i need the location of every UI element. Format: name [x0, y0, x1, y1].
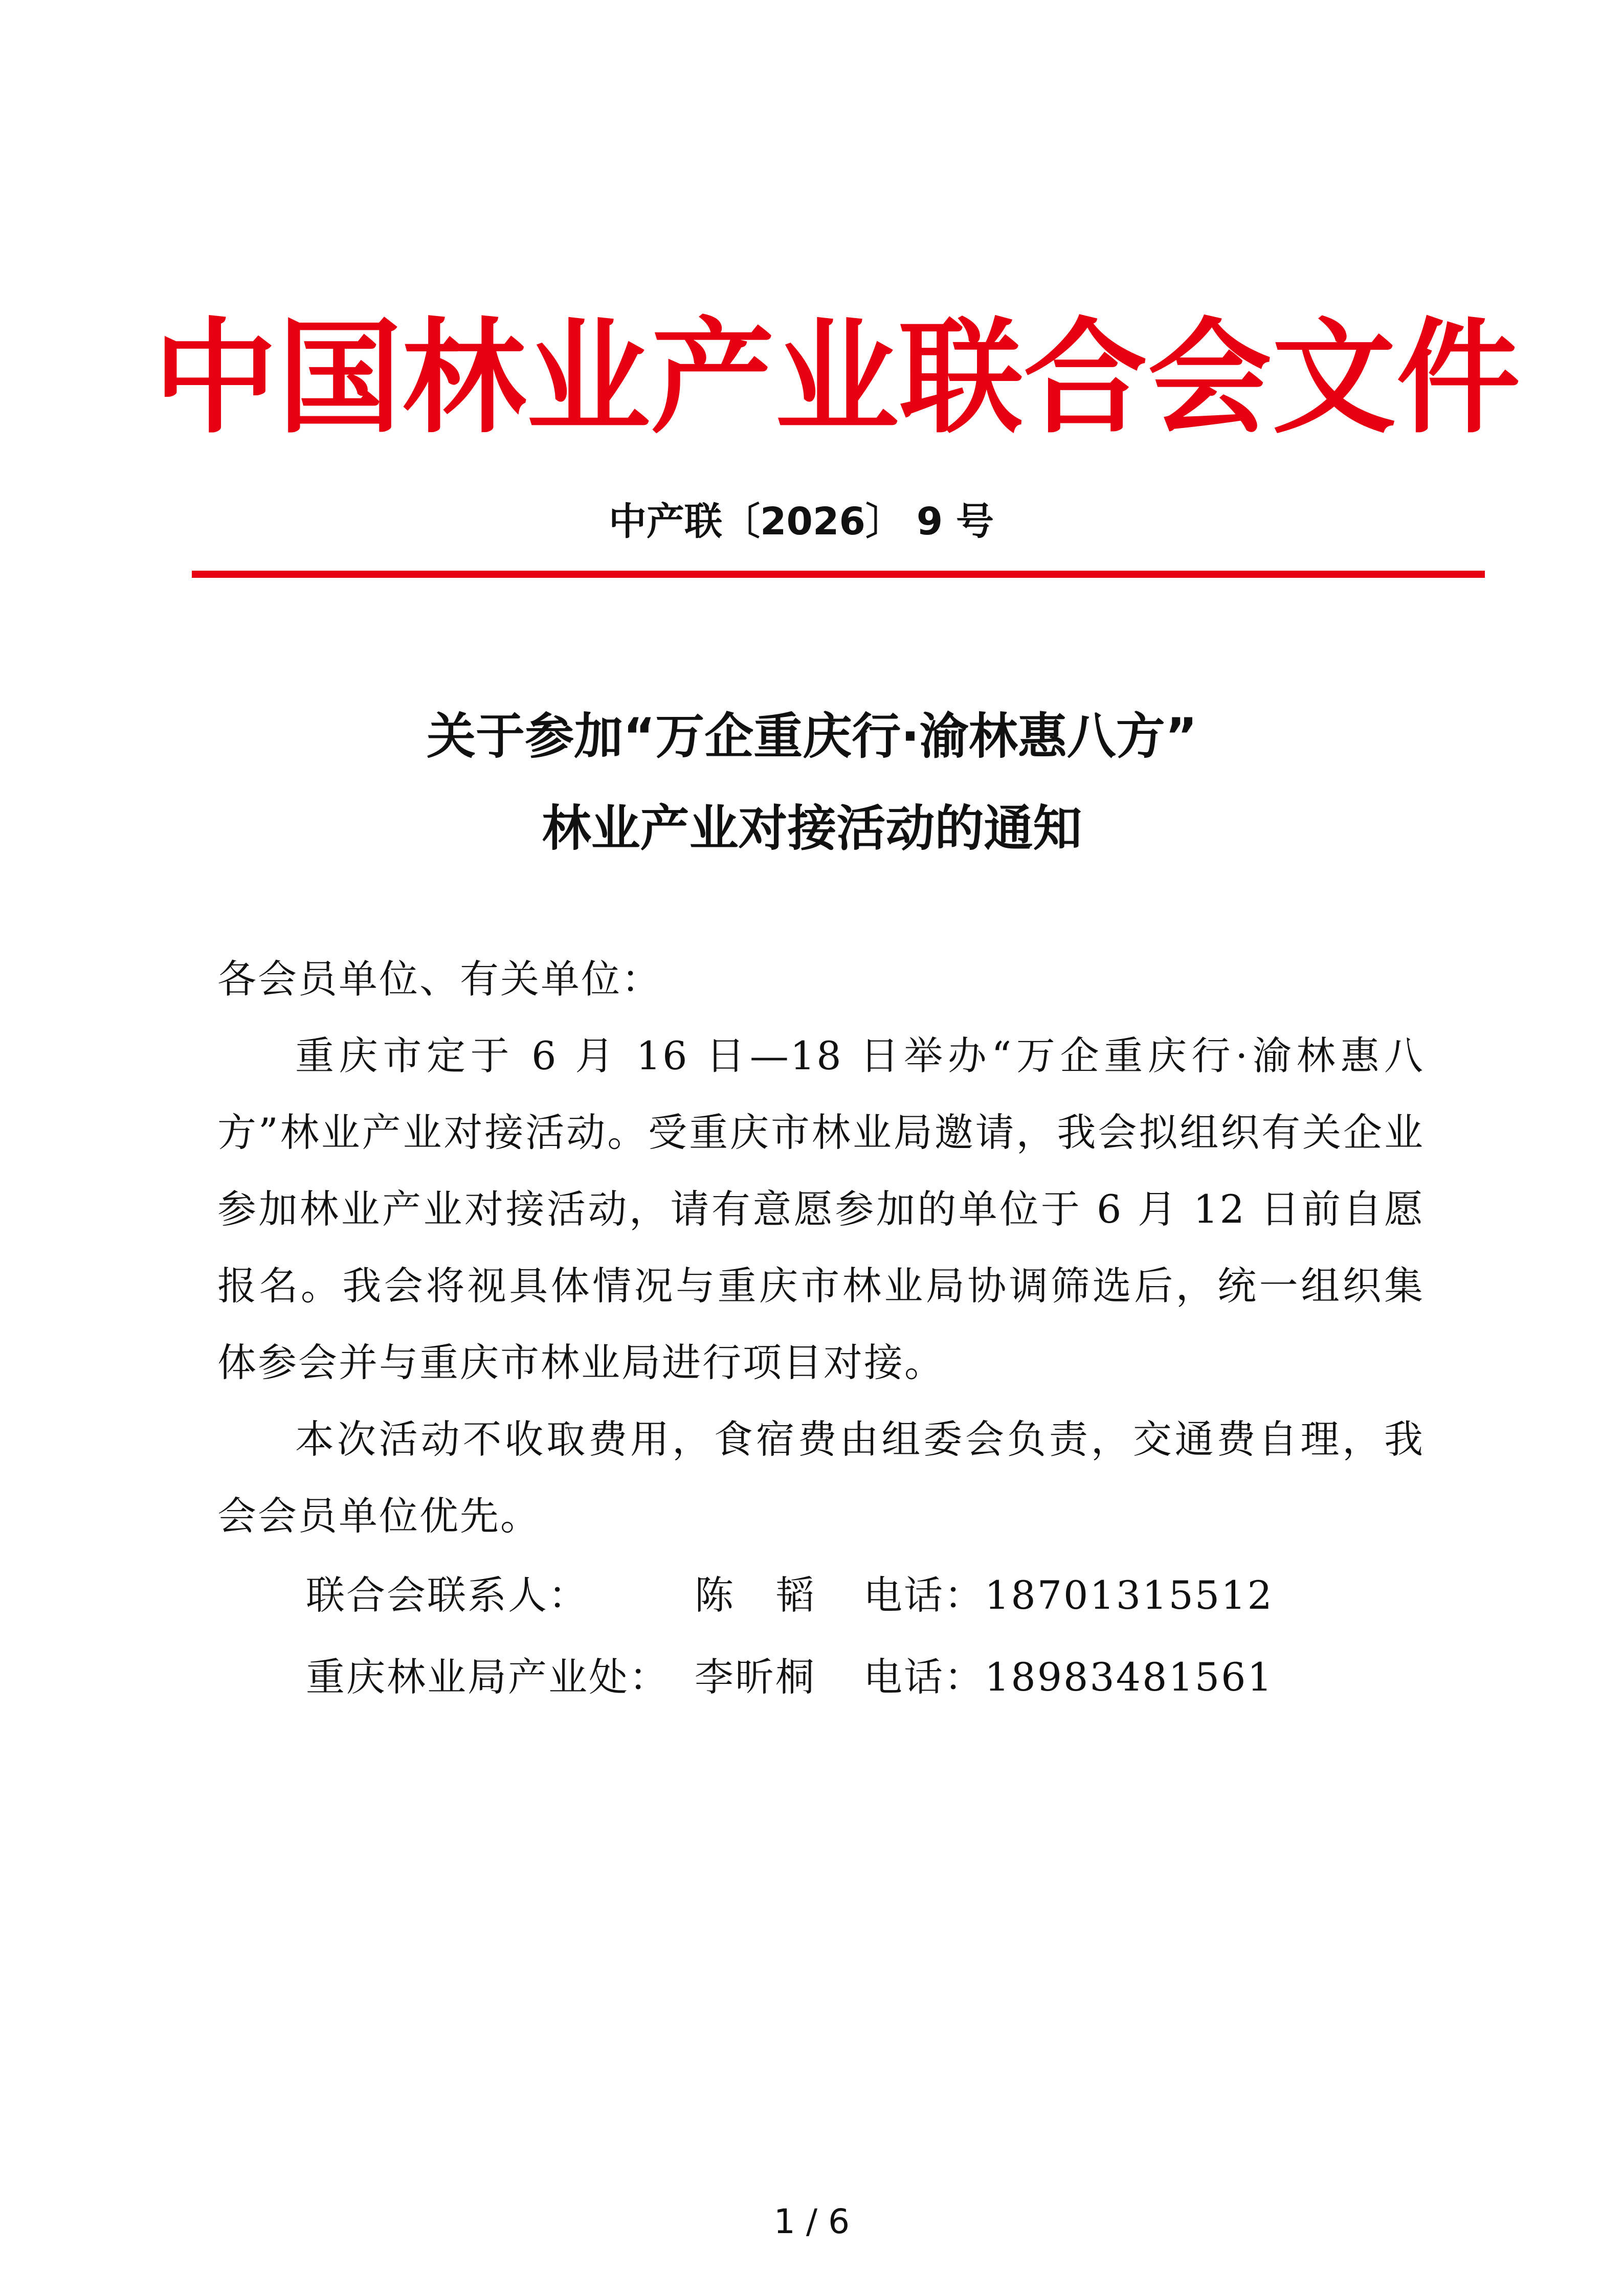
- red-divider: [192, 571, 1485, 578]
- contact-phone-label: 电话：: [863, 1654, 985, 1700]
- salutation: 各会员单位、有关单位：: [217, 956, 662, 1002]
- notice-title-line-1: 关于参加“万企重庆行·渝林惠八方”: [427, 708, 1197, 765]
- contact-phone: 18701315512: [985, 1572, 1274, 1618]
- body-paragraph-1: 重庆市定于 6 月 16 日—18 日举办“万企重庆行·渝林惠八方”林业产业对接活动。受重庆市林业局邀请，我会拟组织有关企业参加林业产业对接活动，请有意愿参加的单位于 6 月 12 日前自愿报名。我会将视具体情况与重庆市林业局协调筛选后，统一组织集体参会并与重庆市林业局进行项目对接。: [217, 1033, 1425, 1385]
- contact-phone-label: 电话：: [863, 1572, 985, 1618]
- contact-org: 联合会联系人：: [306, 1572, 589, 1618]
- document-header-title: 中国林业产业联合会文件: [153, 306, 1521, 451]
- contact-org: 重庆林业局产业处：: [306, 1654, 670, 1700]
- contact-name: 陈 韬: [695, 1572, 816, 1618]
- contact-row: [306, 1555, 1482, 1636]
- notice-title-line-2: 林业产业对接活动的通知: [542, 800, 1082, 857]
- contact-row: [306, 1636, 1482, 1718]
- notice-body: [217, 941, 1425, 1555]
- contact-name: 李昕桐: [695, 1654, 816, 1700]
- body-paragraph-2: 本次活动不收取费用，食宿费由组委会负责，交通费自理，我会会员单位优先。: [217, 1416, 1425, 1539]
- notice-title: [153, 690, 1471, 874]
- document-number: 中产联〔2026〕 9 号: [609, 500, 994, 544]
- page-number: 1 / 6: [773, 2202, 850, 2241]
- contact-phone: 18983481561: [985, 1654, 1274, 1700]
- contact-list: [306, 1555, 1482, 1718]
